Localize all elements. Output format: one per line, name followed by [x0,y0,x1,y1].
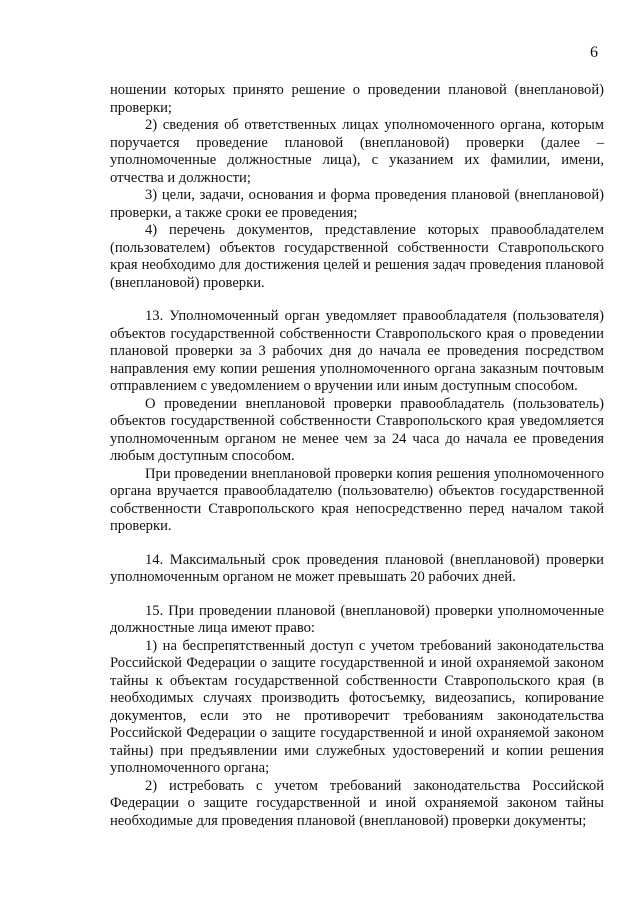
paragraph: 3) цели, задачи, основания и форма проведения плановой (внеплановой) проверки, а также сроки ее проведения; [110,187,604,221]
paragraph: 2) истребовать с учетом требований законодательства Российской Федерации о защите государственной и иной охраняемой законом тайны необходимые для проведения плановой (внеплановой) проверки документы; [110,777,604,829]
paragraph: 14. Максимальный срок проведения плановой (внеплановой) проверки уполномоченным органом не может превышать 20 рабочих дней. [110,551,604,585]
page-number: 6 [590,44,598,61]
paragraph: 2) сведения об ответственных лицах уполномоченного органа, которым поручается проведение плановой (внеплановой) проверки (далее – уполномоченные должностные лица), с указанием их фамилии, имени, отчества и должности; [110,117,604,186]
paragraph: О проведении внеплановой проверки правообладатель (пользователь) объектов государственной собственности Ставропольского края уведомляется уполномоченным органом не менее чем за 24 часа до начала ее проведения любым доступным способом. [110,395,604,464]
paragraph: 4) перечень документов, представление которых правообладателем (пользователем) объектов государственной собственности Ставропольского края необходимо для достижения целей и решения задач проведения плановой (внеплановой) проверки. [110,222,604,291]
paragraph: 1) на беспрепятственный доступ с учетом требований законодательства Российской Федерации о защите государственной и иной охраняемой законом тайны к объектам государственной собственности Ставропольского края (в необходимых случаях производить фотосъемку, видеозапись, копирование документов, если это не противоречит требованиям законодательства Российской Федерации о защите государственной и иной охраняемой законом тайны) при предъявлении ими служебных удостоверений и копии решения уполномоченного органа; [110,637,604,776]
paragraph: При проведении внеплановой проверки копия решения уполномоченного органа вручается правообладателю (пользователю) объектов государственной собственности Ставропольского края непосредственно перед началом такой проверки. [110,465,604,534]
paragraph: 15. При проведении плановой (внеплановой) проверки уполномоченные должностные лица имеют право: [110,602,604,636]
document-body [110,82,604,830]
paragraph: ношении которых принято решение о проведении плановой (внеплановой) проверки; [110,82,604,116]
paragraph: 13. Уполномоченный орган уведомляет правообладателя (пользователя) объектов государственной собственности Ставропольского края о проведении плановой проверки за 3 рабочих дня до начала ее проведения посредством направления ему копии решения уполномоченного органа заказным почтовым отправлением с уведомлением о вручении или иным доступным способом. [110,308,604,394]
